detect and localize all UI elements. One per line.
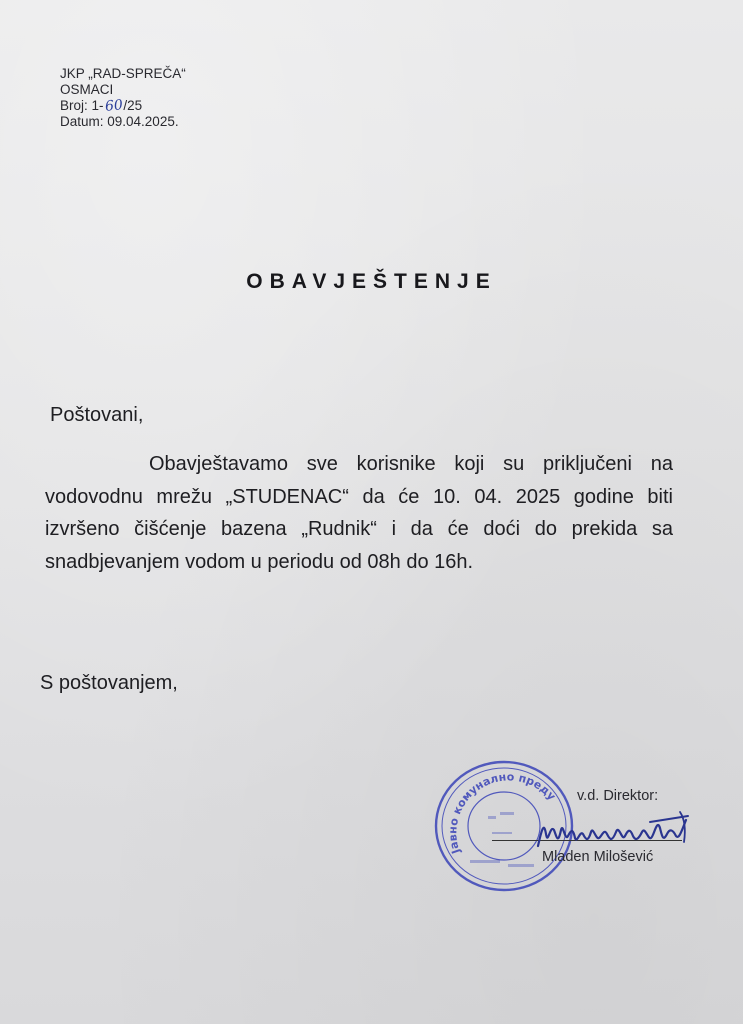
company-place: OSMACI: [60, 82, 114, 97]
reference-number-handwritten: 60: [103, 97, 124, 115]
signature-block: [430, 752, 710, 902]
stamp-text: Јавно комунално преду: [446, 770, 559, 856]
reference-number-prefix: Broj: 1-: [60, 98, 104, 113]
director-title: v.d. Direktor:: [577, 788, 659, 804]
reference-number-suffix: /25: [123, 98, 143, 113]
letterhead: [60, 66, 186, 130]
notice-body: Obavještavamo sve korisnike koji su priključeni na vodovodnu mrežu „STUDENAC“ da će 10. 04. 2025 godine biti izvršeno čišćenje bazena „Rudnik“ i da će doći do prekida sa snadbjevanjem vodom u periodu od 08h do 16h.: [45, 453, 673, 573]
greeting: Poštovani,: [50, 404, 144, 426]
document-title: OBAVJEŠTENJE: [246, 270, 497, 293]
company-name: JKP „RAD-SPREČA“: [60, 66, 186, 81]
reference-number: [60, 98, 186, 114]
document-date: Datum: 09.04.2025.: [60, 114, 179, 129]
director-name: Mladen Milošević: [542, 849, 654, 865]
closing-phrase: S poštovanjem,: [40, 672, 178, 694]
